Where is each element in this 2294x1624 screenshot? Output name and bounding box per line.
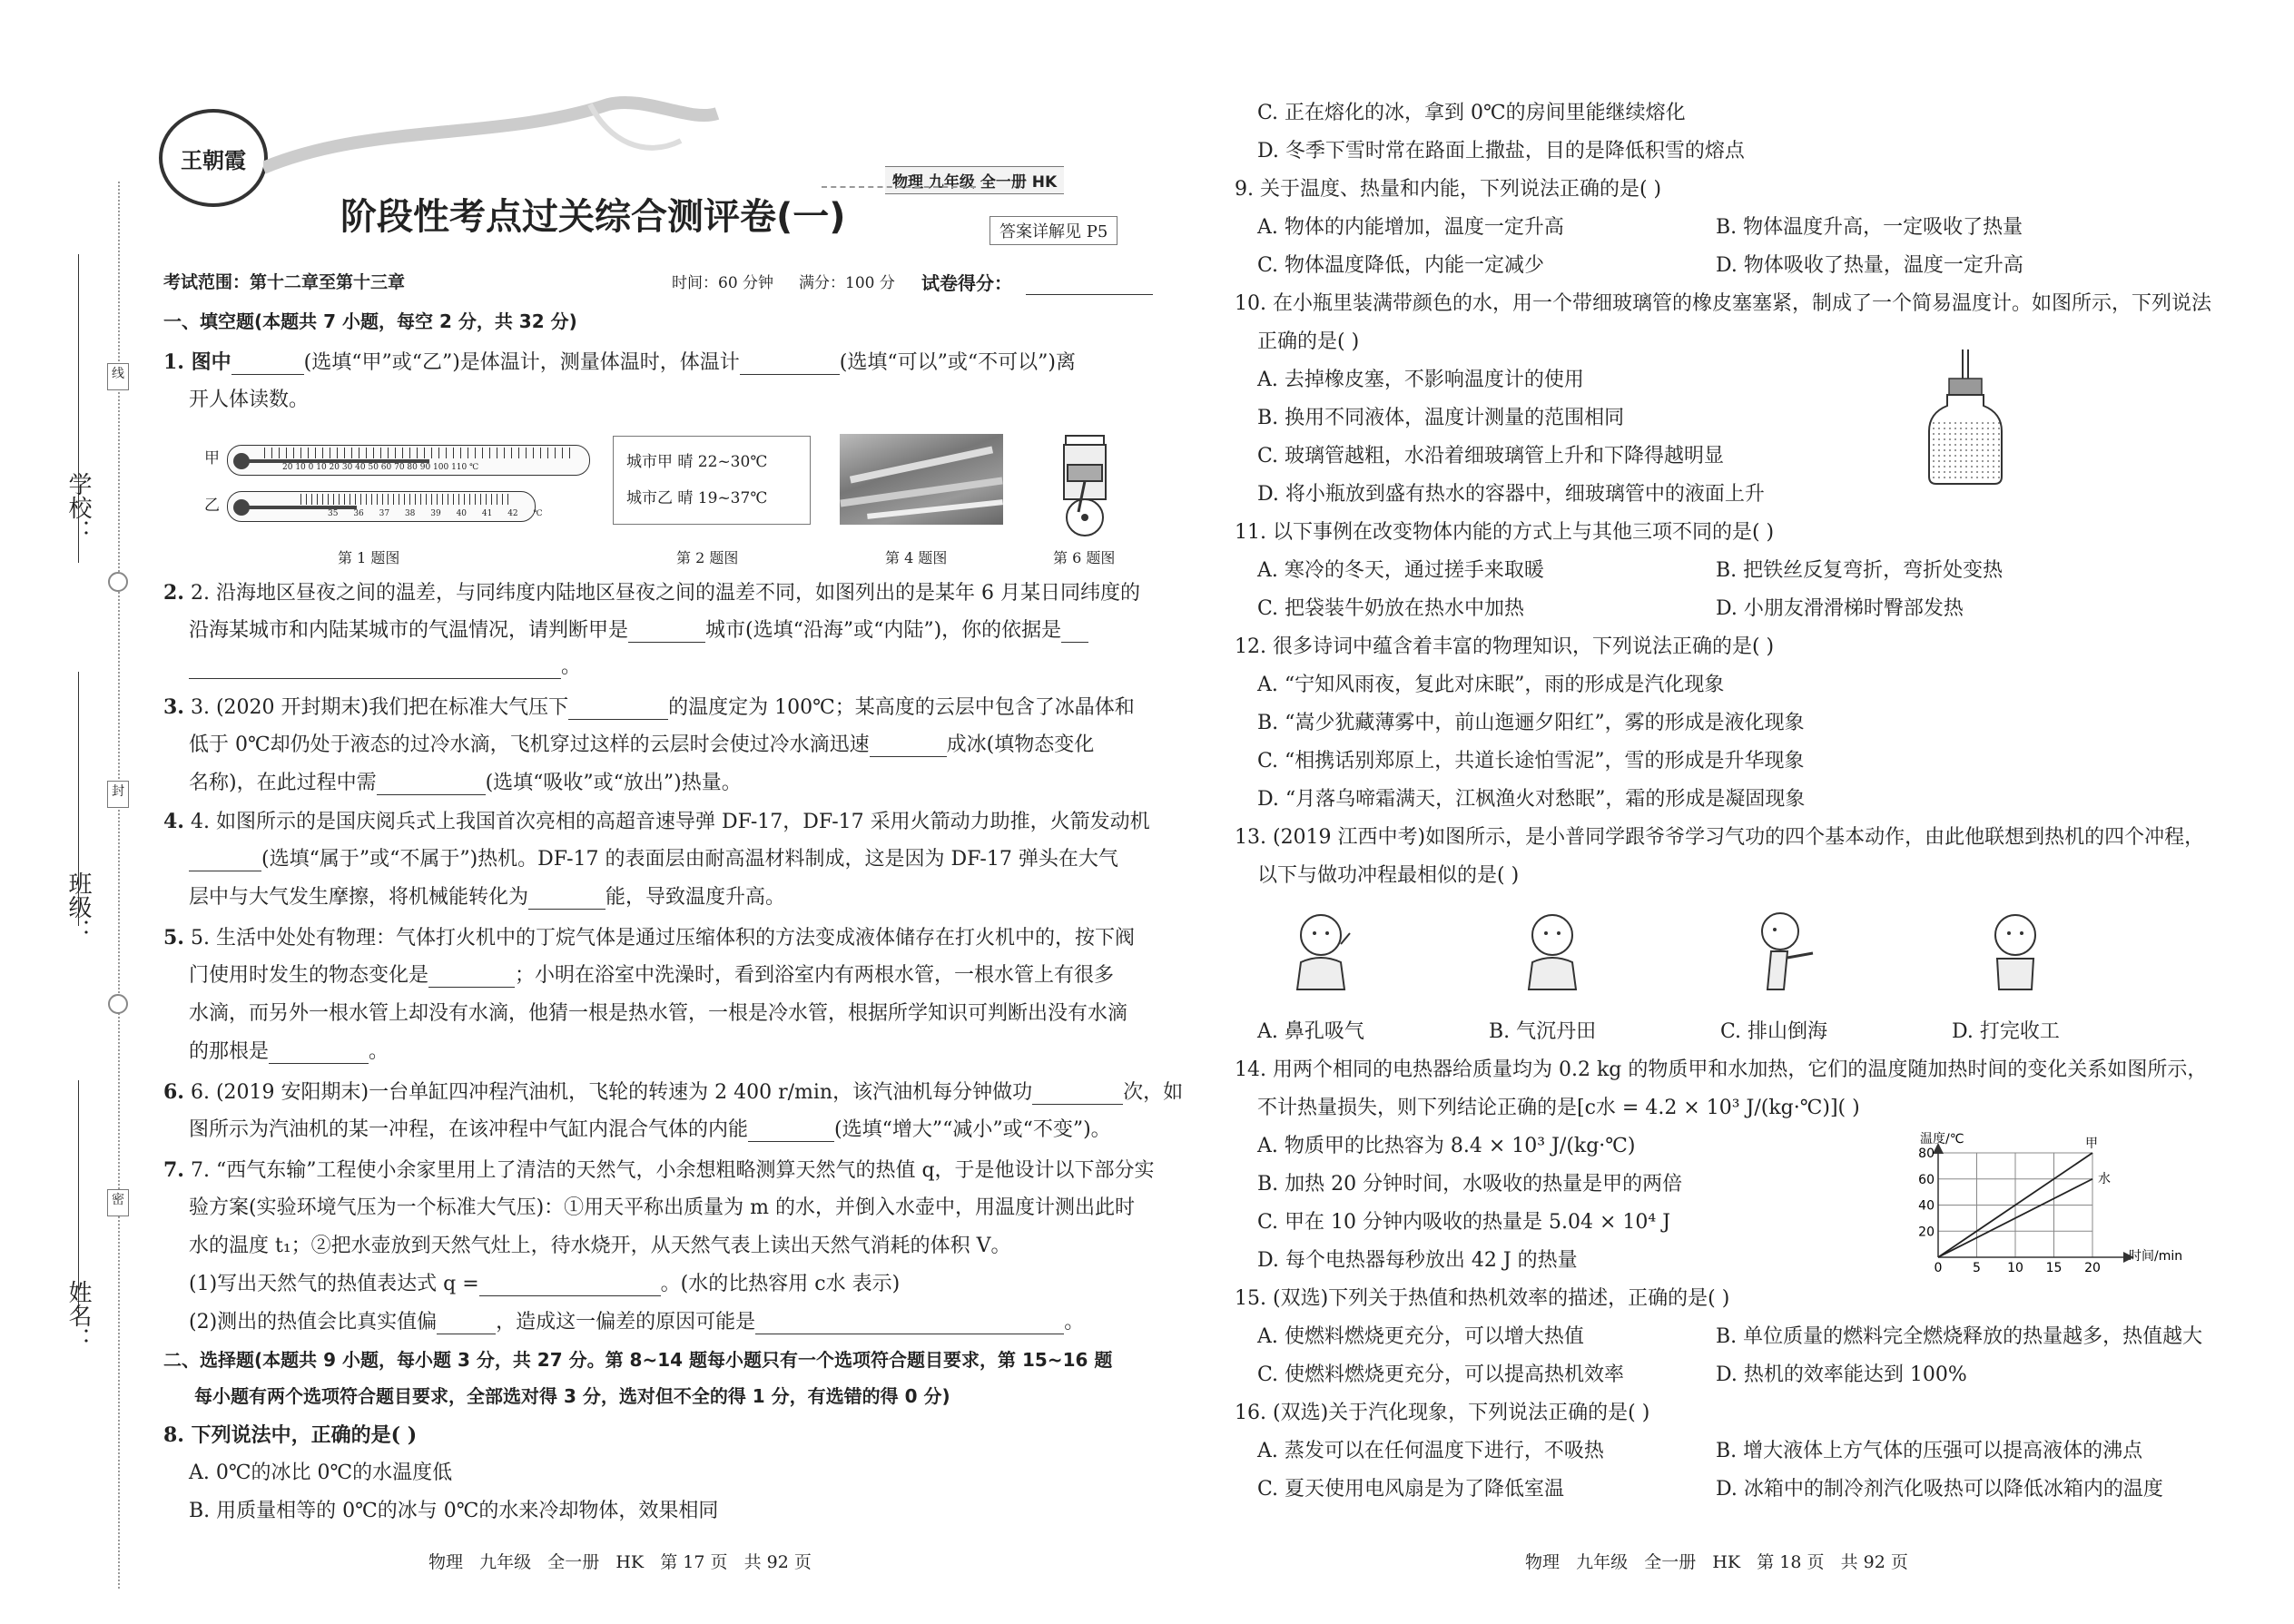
chart-series-label: 水 bbox=[2098, 1171, 2111, 1186]
q14-stem1: 14. 用两个相同的电热器给质量均为 0.2 kg 的物质甲和水加热，它们的温度随加热时间的变化关系如图所示， bbox=[1235, 1058, 2208, 1081]
fig2-caption: 第 2 题图 bbox=[676, 549, 739, 566]
q9-option-a[interactable]: A. 物体的内能增加，温度一定升高 bbox=[1257, 216, 1564, 239]
answer-tag: 答案详解见 P5 bbox=[989, 216, 1117, 245]
q7-blank1[interactable] bbox=[479, 1278, 661, 1296]
q12-option-a[interactable]: A. “宁知风雨夜，复此对床眠”，雨的形成是汽化现象 bbox=[1257, 674, 1725, 696]
q8-option-a[interactable]: A. 0℃的冰比 0℃的水温度低 bbox=[189, 1462, 453, 1484]
logo bbox=[159, 109, 268, 207]
q7-line4: (1)写出天然气的热值表达式 q = 。(水的比热容用 c水 表示) bbox=[189, 1273, 901, 1295]
q12-stem: 12. 很多诗词中蕴含着丰富的物理知识，下列说法正确的是( ) bbox=[1235, 635, 1775, 658]
q9-option-c[interactable]: C. 物体温度降低，内能一定减少 bbox=[1257, 254, 1545, 277]
q15-option-c[interactable]: C. 使燃料燃烧更充分，可以提高热机效率 bbox=[1257, 1363, 1625, 1386]
q5-blank2[interactable] bbox=[269, 1046, 369, 1064]
exam-scope: 考试范围：第十二章至第十三章 bbox=[163, 272, 406, 292]
jia-scale: 20 10 0 10 20 30 40 50 60 70 80 90 100 110 ℃ bbox=[282, 463, 479, 472]
fig6-engine-cylinder bbox=[1053, 428, 1117, 542]
bottle-thermometer-figure bbox=[1920, 349, 2011, 486]
q2-line3: 。 bbox=[189, 655, 581, 679]
q2-blank2-cont[interactable] bbox=[189, 661, 561, 679]
q3-line3: 名称)，在此过程中需 (选填“吸收”或“放出”)热量。 bbox=[189, 772, 742, 794]
q6-line2: 图所示为汽油机的某一冲程，在该冲程中气缸内混合气体的内能 (选填“增大”“减小”或“不变”)。 bbox=[189, 1118, 1111, 1141]
q11-option-c[interactable]: C. 把袋装牛奶放在热水中加热 bbox=[1257, 597, 1525, 620]
binding-hole bbox=[108, 572, 128, 592]
chart-y-tick: 80 bbox=[1918, 1147, 1935, 1161]
q2-line2: 沿海某城市和内陆某城市的气温情况，请判断甲是 城市(选填“沿海”或“内陆”)，你的依据是 bbox=[189, 619, 1088, 643]
q3-line1: 3. 3. (2020 开封期末)我们把在标准大气压下 的温度定为 100℃；某高度的云层中包含了冰晶体和 bbox=[163, 695, 1135, 719]
qigong-figure-b bbox=[1516, 908, 1589, 994]
thermo-yi-label: 乙 bbox=[204, 497, 220, 515]
chart-x-tick: 20 bbox=[2084, 1261, 2101, 1275]
q10-stem2: 正确的是( ) bbox=[1257, 330, 1360, 353]
seal-mark-mi: 密 bbox=[107, 1189, 129, 1216]
thermo-jia-label: 甲 bbox=[204, 449, 220, 468]
q4-line1: 4. 4. 如图所示的是国庆阅兵式上我国首次亮相的高超音速导弹 DF-17，DF-17 采用火箭动力助推，火箭发动机 bbox=[163, 810, 1150, 833]
yi-scale: 35 36 37 38 39 40 41 42 ℃ bbox=[328, 509, 543, 518]
q12-option-c[interactable]: C. “相携话别郑原上，共道长途怕雪泥”，雪的形成是升华现象 bbox=[1257, 750, 1805, 773]
q2-blank1[interactable] bbox=[628, 625, 705, 643]
q6-blank2[interactable] bbox=[748, 1124, 834, 1142]
q13-option-d[interactable]: D. 打完收工 bbox=[1952, 1020, 2060, 1043]
q3-line2: 低于 0℃却仍处于液态的过冷水滴，飞机穿过这样的云层时会使过冷水滴迅速 成冰(填物态变化 bbox=[189, 733, 1095, 756]
q10-stem1: 10. 在小瓶里装满带颜色的水，用一个带细玻璃管的橡皮塞塞紧，制成了一个简易温度计。如图所示，下列说法 bbox=[1235, 292, 2211, 315]
q9-option-b[interactable]: B. 物体温度升高，一定吸收了热量 bbox=[1716, 216, 2023, 239]
seal-mark-xian: 线 bbox=[107, 363, 129, 390]
chart-x-tick: 10 bbox=[2007, 1261, 2023, 1275]
section1-title: 一、填空题(本题共 7 小题，每空 2 分，共 32 分) bbox=[163, 310, 577, 332]
chart-x-tick: 5 bbox=[1973, 1261, 1981, 1275]
chart-x-tick: 0 bbox=[1934, 1261, 1943, 1275]
exam-full-score: 满分：100 分 bbox=[799, 274, 895, 292]
q8-option-b[interactable]: B. 用质量相等的 0℃的冰与 0℃的水来冷却物体，效果相同 bbox=[189, 1500, 719, 1522]
q11-stem: 11. 以下事例在改变物体内能的方式上与其他三项不同的是( ) bbox=[1235, 521, 1775, 544]
q15-option-a[interactable]: A. 使燃料燃烧更充分，可以增大热值 bbox=[1257, 1325, 1584, 1348]
q8-stem: 8. 下列说法中，正确的是( ) bbox=[163, 1423, 418, 1447]
chart-y-tick: 20 bbox=[1918, 1225, 1935, 1240]
footer-right: 物理 九年级 全一册 HK 第 18 页 共 92 页 bbox=[1525, 1552, 1908, 1572]
fig1-thermometers bbox=[204, 440, 595, 540]
q13-option-c[interactable]: C. 排山倒海 bbox=[1720, 1020, 1828, 1043]
temperature-time-chart bbox=[1911, 1130, 2220, 1280]
q16-stem: 16. (双选)关于汽化现象，下列说法正确的是( ) bbox=[1235, 1402, 1650, 1424]
q7-line3: 水的温度 t₁；②把水壶放到天然气灶上，待水烧开，从天然气表上读出天然气消耗的体积 V。 bbox=[189, 1235, 1011, 1257]
footer-left: 物理 九年级 全一册 HK 第 17 页 共 92 页 bbox=[428, 1552, 812, 1572]
q3-blank2[interactable] bbox=[870, 739, 947, 757]
q13-option-a[interactable]: A. 鼻孔吸气 bbox=[1257, 1020, 1364, 1043]
q10-option-b[interactable]: B. 换用不同液体，温度计测量的范围相同 bbox=[1257, 407, 1625, 429]
q9-stem: 9. 关于温度、热量和内能，下列说法正确的是( ) bbox=[1235, 178, 1662, 201]
q7-line5: (2)测出的热值会比真实值偏 ，造成这一偏差的原因可能是 。 bbox=[189, 1311, 1085, 1334]
chart-series-label: 甲 bbox=[2085, 1137, 2098, 1151]
q11-option-b[interactable]: B. 把铁丝反复弯折，弯折处变热 bbox=[1716, 559, 2004, 582]
q10-option-a[interactable]: A. 去掉橡皮塞，不影响温度计的使用 bbox=[1257, 369, 1584, 391]
exam-time: 时间：60 分钟 bbox=[672, 274, 774, 292]
section2-title1: 二、选择题(本题共 9 小题，每小题 3 分，共 27 分。第 8~14 题每小题只有一个选项符合题目要求，第 15~16 题 bbox=[163, 1349, 1113, 1371]
q12-option-d[interactable]: D. “月落乌啼霜满天，江枫渔火对愁眠”，霜的形成是凝固现象 bbox=[1257, 788, 1806, 811]
thermometer-yi bbox=[227, 491, 543, 522]
q4-line3: 层中与大气发生摩擦，将机械能转化为 能，导致温度升高。 bbox=[189, 886, 786, 909]
q5-line4: 的那根是 。 bbox=[189, 1040, 389, 1063]
q10-option-d[interactable]: D. 将小瓶放到盛有热水的容器中，细玻璃管中的液面上升 bbox=[1257, 483, 1765, 506]
q9-option-d[interactable]: D. 物体吸收了热量，温度一定升高 bbox=[1716, 254, 2023, 277]
q5-line1: 5. 5. 生活中处处有物理：气体打火机中的丁烷气体是通过压缩体积的方法变成液体储存在打火机中的，按下阀 bbox=[163, 926, 1135, 950]
q10-option-c[interactable]: C. 玻璃管越粗，水沿着细玻璃管上升和下降得越明显 bbox=[1257, 445, 1725, 468]
q16-option-c[interactable]: C. 夏天使用电风扇是为了降低室温 bbox=[1257, 1478, 1565, 1501]
q14-option-d[interactable]: D. 每个电热器每秒放出 42 J 的热量 bbox=[1257, 1249, 1578, 1272]
q4-blank1[interactable] bbox=[189, 853, 261, 871]
logo-text: 王朝霞 bbox=[181, 146, 246, 173]
score-input[interactable] bbox=[1026, 294, 1153, 295]
q16-option-a[interactable]: A. 蒸发可以在任何温度下进行，不吸热 bbox=[1257, 1440, 1604, 1462]
q1-line2: 开人体读数。 bbox=[189, 389, 310, 411]
chart-x-tick: 15 bbox=[2045, 1261, 2063, 1275]
section2-title2: 每小题有两个选项符合题目要求，全部选对得 3 分，选对但不全的得 1 分，有选错的得 0 分) bbox=[194, 1385, 950, 1407]
q8-option-c[interactable]: C. 正在熔化的冰，拿到 0℃的房间里能继续熔化 bbox=[1257, 102, 1686, 124]
chart-ylabel: 温度/℃ bbox=[1920, 1132, 1964, 1147]
q7-line1: 7. 7. “西气东输”工程使小余家里用上了清洁的天然气，小余想粗略测算天然气的热值 q，于是他设计以下部分实 bbox=[163, 1158, 1155, 1182]
q1-blank2[interactable] bbox=[740, 357, 840, 375]
school-label: 学校： bbox=[64, 472, 92, 543]
q1-line1: 1. 图中 (选填“甲”或“乙”)是体温计，测量体温时，体温计 (选填“可以”或“不可以”)离 bbox=[163, 350, 1076, 374]
q6-blank1[interactable] bbox=[1032, 1087, 1123, 1105]
page-title: 阶段性考点过关综合测评卷(一) bbox=[340, 196, 846, 238]
qigong-figure-c bbox=[1748, 908, 1820, 994]
chart-y-tick: 60 bbox=[1918, 1172, 1935, 1187]
chart-y-tick: 40 bbox=[1918, 1198, 1935, 1214]
q11-option-a[interactable]: A. 寒冷的冬天，通过搓手来取暖 bbox=[1257, 559, 1544, 582]
q7-blank3[interactable] bbox=[755, 1316, 1064, 1334]
fig6-caption: 第 6 题图 bbox=[1053, 549, 1116, 566]
q4-line2: (选填“属于”或“不属于”)热机。DF-17 的表面层由耐高温材料制成，这是因为 DF-17 弹头在大气 bbox=[189, 848, 1118, 871]
fig1-caption: 第 1 题图 bbox=[338, 549, 400, 566]
fig4-missile-photo bbox=[840, 434, 1003, 525]
q12-option-b[interactable]: B. “嵩少犹藏薄雾中，前山迤逦夕阳红”，雾的形成是液化现象 bbox=[1257, 712, 1805, 734]
score-label: 试卷得分： bbox=[921, 272, 1012, 294]
q16-option-d[interactable]: D. 冰箱中的制冷剂汽化吸热可以降低冰箱内的温度 bbox=[1716, 1478, 2163, 1501]
q14-option-a[interactable]: A. 物质甲的比热容为 8.4 × 10³ J/(kg·℃) bbox=[1257, 1135, 1636, 1157]
q13-stem1: 13. (2019 江西中考)如图所示，是小普同学跟爷爷学习气功的四个基本动作，由此他联想到热机的四个冲程， bbox=[1235, 826, 2205, 849]
q11-option-d[interactable]: D. 小朋友滑滑梯时臀部发热 bbox=[1716, 597, 1964, 620]
name-label: 姓名： bbox=[64, 1280, 92, 1351]
q15-option-d[interactable]: D. 热机的效率能达到 100% bbox=[1716, 1363, 1967, 1386]
q13-stem2: 以下与做功冲程最相似的是( ) bbox=[1257, 864, 1520, 887]
weather-city-b: 城市乙 晴 19~37℃ bbox=[626, 489, 768, 507]
q2-line1: 2. 2. 沿海地区昼夜之间的温差，与同纬度内陆地区昼夜之间的温差不同，如图列出的是某年 6 月某日同纬度的 bbox=[163, 581, 1140, 605]
weather-city-a: 城市甲 晴 22~30℃ bbox=[626, 453, 768, 471]
q14-option-c[interactable]: C. 甲在 10 分钟内吸收的热量是 5.04 × 10⁴ J bbox=[1257, 1211, 1671, 1234]
fig2-weather-box bbox=[613, 436, 811, 525]
q3-blank3[interactable] bbox=[377, 777, 486, 795]
thermometer-jia bbox=[227, 445, 590, 476]
q1-blank1[interactable] bbox=[231, 357, 304, 375]
q15-option-b[interactable]: B. 单位质量的燃料完全燃烧释放的热量越多，热值越大 bbox=[1716, 1325, 2203, 1348]
chart-xlabel: 时间/min bbox=[2129, 1249, 2183, 1264]
q5-blank1[interactable] bbox=[428, 969, 515, 988]
q6-line1: 6. 6. (2019 安阳期末)一台单缸四冲程汽油机，飞轮的转速为 2 400 r/min，该汽油机每分钟做功 次，如 bbox=[163, 1080, 1184, 1104]
q14-option-b[interactable]: B. 加热 20 分钟时间，水吸收的热量是甲的两倍 bbox=[1257, 1173, 1683, 1196]
subject-tag: 物理 九年级 全一册 HK bbox=[885, 166, 1064, 194]
q4-blank2[interactable] bbox=[528, 891, 605, 910]
seal-mark-feng: 封 bbox=[107, 781, 129, 808]
q2-blank2[interactable] bbox=[1061, 625, 1088, 643]
q8-option-d[interactable]: D. 冬季下雪时常在路面上撒盐，目的是降低积雪的熔点 bbox=[1257, 140, 1745, 162]
q16-option-b[interactable]: B. 增大液体上方气体的压强可以提高液体的沸点 bbox=[1716, 1440, 2143, 1462]
q14-stem2: 不计热量损失，则下列结论正确的是[c水 = 4.2 × 10³ J/(kg·℃)]( ) bbox=[1257, 1097, 1860, 1119]
binding-hole bbox=[108, 994, 128, 1014]
q5-line2: 门使用时发生的物态变化是 ；小明在浴室中洗澡时，看到浴室内有两根水管，一根水管上有很多 bbox=[189, 964, 1115, 987]
qigong-figure-a bbox=[1285, 908, 1357, 994]
q7-blank2[interactable] bbox=[437, 1316, 496, 1334]
qigong-figure-d bbox=[1979, 908, 2052, 994]
q13-option-b[interactable]: B. 气沉丹田 bbox=[1489, 1020, 1597, 1043]
q3-blank1[interactable] bbox=[568, 702, 668, 720]
q7-line2: 验方案(实验环境气压为一个标准大气压)：①用天平称出质量为 m 的水，并倒入水壶中，用温度计测出此时 bbox=[189, 1196, 1136, 1219]
q5-line3: 水滴，而另外一根水管上却没有水滴，他猜一根是热水管，一根是冷水管，根据所学知识可判断出没有水滴 bbox=[189, 1002, 1128, 1025]
q15-stem: 15. (双选)下列关于热值和热机效率的描述，正确的是( ) bbox=[1235, 1287, 1730, 1310]
fig4-caption: 第 4 题图 bbox=[885, 549, 948, 566]
class-label: 班级： bbox=[64, 871, 92, 942]
